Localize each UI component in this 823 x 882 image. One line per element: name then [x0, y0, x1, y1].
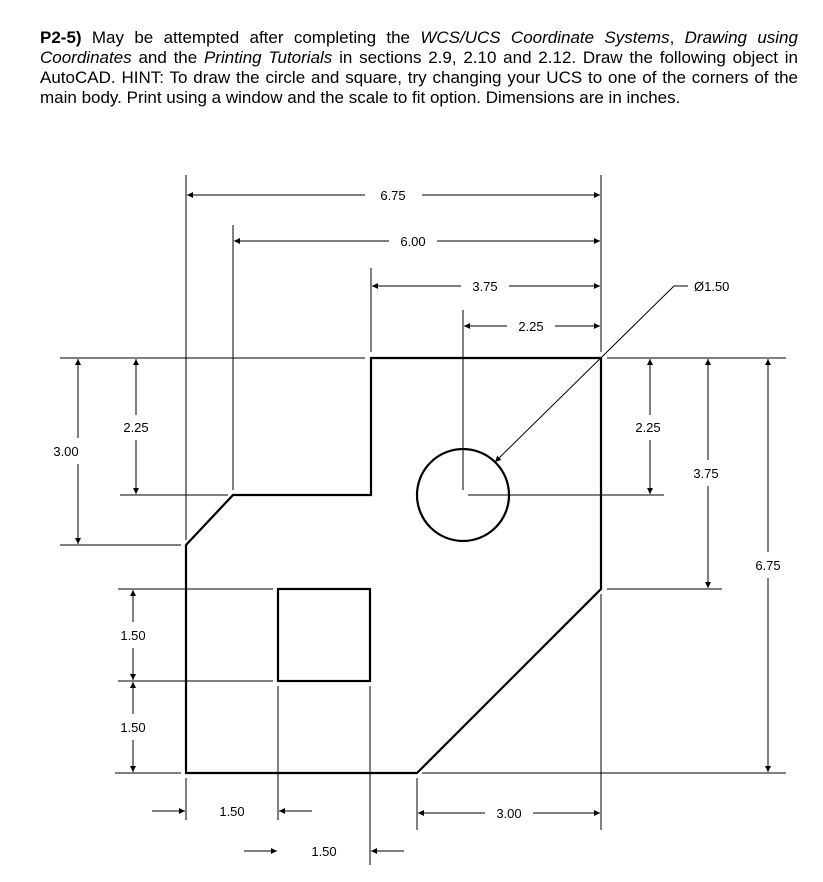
problem-statement: P2-5) May be attempted after completing the WCS/UCS Coordinate Systems, Drawing using Coordinates and the Printing Tutorials in sections 2.9, 2.10 and 2.12. Draw the following object in AutoCAD. HINT: To draw the circle and square, try changing your UCS to one of the corners of the main body. Print using a window and the scale to fit option. Dimensions are in inches.: [40, 28, 798, 107]
dim-text-square-size-h: 1.50: [311, 844, 337, 859]
dim-text-top-notch-width: 6.00: [400, 234, 426, 249]
dim-text-square-size-v: 1.50: [120, 628, 146, 643]
dim-text-square-offset-h: 1.50: [219, 804, 245, 819]
dim-text-top-width: 3.75: [472, 279, 498, 294]
square-cutout: [278, 589, 370, 681]
dim-text-right-circle: 2.25: [635, 420, 661, 435]
dim-text-left-height: 3.00: [53, 444, 79, 459]
dim-text-bottom: 3.00: [496, 806, 522, 821]
dim-text-left-notch: 2.25: [123, 420, 149, 435]
dim-text-overall-width: 6.75: [380, 188, 406, 203]
extension-lines: [60, 175, 786, 865]
diameter-leader-line: [495, 286, 674, 462]
problem-number: P2-5): [40, 28, 82, 47]
dim-text-overall-height: 6.75: [755, 558, 781, 573]
dim-text-square-offset-v: 1.50: [120, 720, 146, 735]
dim-text-circle-offset: 2.25: [518, 319, 544, 334]
dim-text-circle-diameter: Ø1.50: [694, 279, 730, 294]
dim-text-right-375: 3.75: [693, 466, 719, 481]
part-outline: [186, 358, 601, 773]
